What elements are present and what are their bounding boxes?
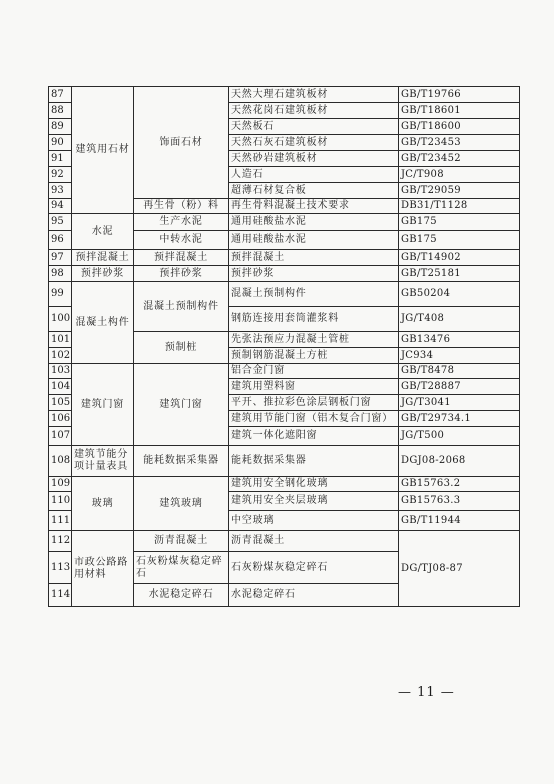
standard-code: GB15763.2: [399, 477, 520, 492]
table-row: [49, 531, 520, 552]
row-number: 94: [49, 199, 72, 214]
row-number: 110: [49, 492, 72, 511]
standard-code: GB15763.3: [399, 492, 520, 511]
product-name: 建筑用安全夹层玻璃: [229, 492, 399, 511]
product-name: 通用硅酸盐水泥: [229, 231, 399, 250]
row-number: 95: [49, 214, 72, 231]
category-label: 市政公路路用材料: [74, 556, 128, 580]
row-number: 104: [49, 379, 72, 395]
category-label: 建筑门窗: [80, 398, 125, 410]
product-name: 通用硅酸盐水泥: [229, 214, 399, 231]
category-label: 玻璃: [91, 497, 114, 509]
standard-code: DB31/T1128: [399, 199, 520, 214]
row-number: 112: [49, 531, 72, 552]
product-name: 铝合金门窗: [229, 364, 399, 379]
product-name: 预制钢筋混凝土方桩: [229, 348, 399, 364]
row-number: 96: [49, 231, 72, 250]
subcategory-cell: [134, 332, 229, 364]
standard-code: GB/T29059: [399, 183, 520, 199]
product-name: 人造石: [229, 167, 399, 183]
standard-code: GB/T23453: [399, 135, 520, 151]
row-number: 92: [49, 167, 72, 183]
subcategory-cell: [134, 552, 229, 584]
row-number: 99: [49, 282, 72, 307]
row-number: 106: [49, 411, 72, 427]
row-number: 87: [49, 87, 72, 103]
category-label: 预拌混凝土: [75, 251, 130, 263]
category-cell: [72, 282, 134, 364]
row-number: 111: [49, 511, 72, 531]
row-number: 93: [49, 183, 72, 199]
standard-code: GB/T14902: [399, 250, 520, 266]
row-number: 89: [49, 119, 72, 135]
category-cell: [72, 250, 134, 266]
product-name: 混凝土预制构件: [229, 282, 399, 307]
row-number: 102: [49, 348, 72, 364]
table-row: [49, 87, 520, 103]
table-row: [49, 282, 520, 307]
row-number: 109: [49, 477, 72, 492]
subcategory-label: 能耗数据采集器: [143, 455, 219, 466]
table-row: [49, 250, 520, 266]
row-number: 113: [49, 552, 72, 584]
product-name: 天然砂岩建筑板材: [229, 151, 399, 167]
category-label: 建筑节能分项计量表具: [74, 449, 128, 472]
subcategory-label: 混凝土预制构件: [143, 300, 219, 312]
category-cell: [72, 266, 134, 282]
table-row: [49, 364, 520, 379]
standard-code: GB/T18601: [399, 103, 520, 119]
standard-code: GB175: [399, 214, 520, 231]
category-cell: [72, 364, 134, 446]
row-number: 100: [49, 307, 72, 332]
product-name: 建筑一体化遮阳窗: [229, 427, 399, 446]
subcategory-cell: [134, 446, 229, 477]
product-name: 天然石灰石建筑板材: [229, 135, 399, 151]
subcategory-cell: [134, 266, 229, 282]
subcategory-cell: [134, 250, 229, 266]
subcategory-label: 饰面石材: [159, 136, 203, 148]
product-name: 预拌砂浆: [229, 266, 399, 282]
standard-code: JG/T408: [399, 307, 520, 332]
product-name: 中空玻璃: [229, 511, 399, 531]
row-number: 98: [49, 266, 72, 282]
subcategory-cell: [134, 199, 229, 214]
subcategory-label: 沥青混凝土: [154, 535, 208, 546]
standard-code: GB/T8478: [399, 364, 520, 379]
standard-code: GB/T28887: [399, 379, 520, 395]
table-row: [49, 446, 520, 477]
subcategory-cell: [134, 214, 229, 231]
category-label: 混凝土构件: [75, 316, 130, 328]
standard-code: GB/T23452: [399, 151, 520, 167]
category-label: 建筑用石材: [75, 144, 130, 155]
table-row: [49, 266, 520, 282]
standard-code: GB13476: [399, 332, 520, 348]
subcategory-label: 水泥稳定碎石: [148, 589, 214, 600]
row-number: 88: [49, 103, 72, 119]
row-number: 114: [49, 584, 72, 607]
standard-code: JG/T500: [399, 427, 520, 446]
subcategory-label: 预拌混凝土: [154, 251, 208, 263]
row-number: 107: [49, 427, 72, 446]
product-name: 平开、推拉彩色涂层钢板门窗: [229, 395, 399, 411]
subcategory-label: 预拌砂浆: [159, 267, 203, 279]
product-name: 建筑用塑料窗: [229, 379, 399, 395]
row-number: 101: [49, 332, 72, 348]
product-name: 能耗数据采集器: [229, 446, 399, 477]
category-label: 预拌砂浆: [80, 267, 125, 279]
row-number: 91: [49, 151, 72, 167]
standard-code: GB175: [399, 231, 520, 250]
standard-code: JC/T908: [399, 167, 520, 183]
table-row: [49, 477, 520, 492]
row-number: 103: [49, 364, 72, 379]
subcategory-cell: [134, 584, 229, 607]
row-number: 108: [49, 446, 72, 477]
subcategory-label: 中转水泥: [159, 234, 203, 245]
subcategory-label: 石灰粉煤灰稳定碎石: [136, 555, 223, 579]
category-cell: [72, 446, 134, 477]
subcategory-cell: [134, 531, 229, 552]
page-number: — 11 —: [398, 685, 455, 700]
subcategory-label: 生产水泥: [159, 216, 203, 227]
product-name: 天然大理石建筑板材: [229, 87, 399, 103]
standard-code: GB/T18600: [399, 119, 520, 135]
product-name: 天然板石: [229, 119, 399, 135]
subcategory-cell: [134, 282, 229, 332]
product-name: 建筑用节能门窗（铝木复合门窗）: [229, 411, 399, 427]
subcategory-cell: [134, 477, 229, 531]
row-number: 97: [49, 250, 72, 266]
subcategory-cell: [134, 231, 229, 250]
subcategory-label: 预制桩: [164, 341, 198, 353]
standard-code: GB/T29734.1: [399, 411, 520, 427]
subcategory-label: 建筑门窗: [159, 398, 203, 410]
product-name: 超薄石材复合板: [229, 183, 399, 199]
standard-code: DGJ08-2068: [399, 446, 520, 477]
standard-code: JG/T3041: [399, 395, 520, 411]
subcategory-cell: [134, 87, 229, 199]
product-name: 再生骨料混凝土技术要求: [229, 199, 399, 214]
row-number: 105: [49, 395, 72, 411]
standards-table: [48, 86, 520, 607]
subcategory-label: 再生骨（粉）料: [143, 200, 219, 211]
product-name: 水泥稳定碎石: [229, 584, 399, 607]
product-name: 天然花岗石建筑板材: [229, 103, 399, 119]
standard-code: DG/TJ08-87: [399, 531, 520, 607]
subcategory-label: 建筑玻璃: [159, 497, 203, 509]
product-name: 预拌混凝土: [229, 250, 399, 266]
product-name: 钢筋连接用套筒灌浆料: [229, 307, 399, 332]
standard-code: GB/T25181: [399, 266, 520, 282]
table-row: [49, 214, 520, 231]
category-cell: [72, 214, 134, 250]
product-name: 先张法预应力混凝土管桩: [229, 332, 399, 348]
standard-code: GB/T11944: [399, 511, 520, 531]
subcategory-cell: [134, 364, 229, 446]
category-cell: [72, 477, 134, 531]
product-name: 石灰粉煤灰稳定碎石: [229, 552, 399, 584]
category-cell: [72, 531, 134, 607]
standard-code: GB50204: [399, 282, 520, 307]
category-label: 水泥: [91, 225, 114, 237]
product-name: 建筑用安全钢化玻璃: [229, 477, 399, 492]
row-number: 90: [49, 135, 72, 151]
standard-code: JC934: [399, 348, 520, 364]
product-name: 沥青混凝土: [229, 531, 399, 552]
standard-code: GB/T19766: [399, 87, 520, 103]
category-cell: [72, 87, 134, 214]
